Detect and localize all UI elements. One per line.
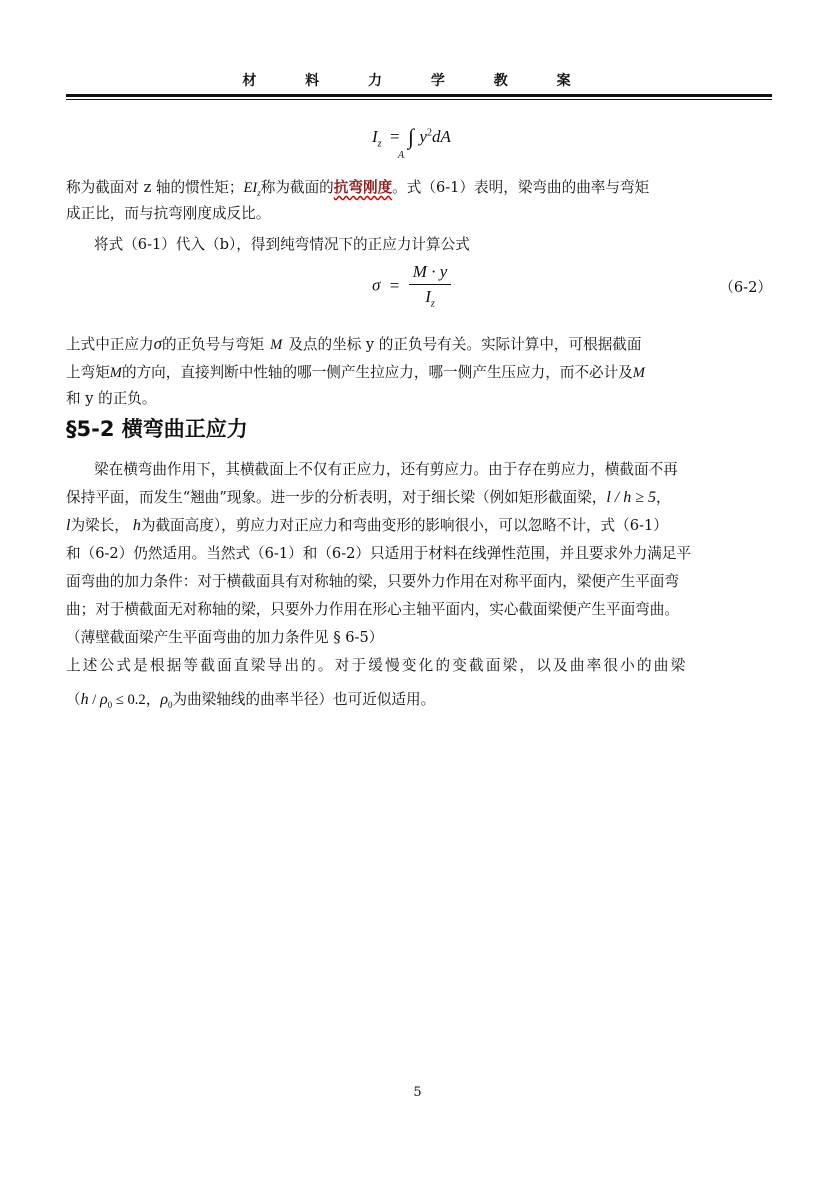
eq-lhs: I: [372, 127, 378, 146]
para4-text-b: 为梁长，: [70, 517, 129, 534]
para3-line1: [66, 333, 772, 354]
height-symbol: h: [132, 517, 141, 534]
para4-comma: ，: [655, 489, 671, 506]
curvature-condition: ≤ 0.2: [112, 692, 146, 708]
para1-text-b: 称为截面的: [260, 179, 334, 196]
section-heading: §5-2 横弯曲正应力: [66, 417, 248, 441]
length-symbol: l: [66, 517, 71, 534]
eq-lhs-sub: z: [377, 138, 382, 150]
eq2-denominator: I: [425, 287, 431, 306]
para4-line2: [66, 486, 772, 507]
h-symbol: h: [80, 691, 89, 708]
eq-tail: dA: [431, 127, 451, 146]
para4-text-a: 保持平面，而发生“翘曲”现象。进一步的分析表明，对于细长梁（例如矩形截面梁，: [66, 489, 607, 506]
page-number: 5: [413, 1085, 422, 1100]
equation-number-6-2: （6-2）: [719, 279, 772, 296]
eq-sup: 2: [426, 127, 432, 139]
eq2-fraction: [409, 262, 451, 309]
eq-equals: =: [389, 127, 400, 146]
para5-text: 为曲梁轴线的曲率半径）也可近似适用。: [172, 691, 436, 708]
para1-line2: 成正比，而与抗弯刚度成反比。: [66, 205, 271, 222]
header-rule-thin: [66, 99, 772, 100]
rho-symbol: ρ: [99, 691, 108, 708]
moment-symbol-3: M: [632, 365, 645, 381]
moment-symbol: M: [270, 337, 283, 353]
para3-text-c: 及点的坐标 y 的正负号有关。实际计算中，可根据截面: [288, 336, 642, 353]
integral-sign: ∫: [407, 124, 415, 149]
page-header-title: 材 料 力 学 教 案: [242, 73, 593, 89]
slenderness-condition: l / h ≥ 5: [606, 489, 656, 506]
bending-stiffness-link[interactable]: 抗弯刚度: [333, 179, 393, 196]
eq2-numerator: M · y: [409, 262, 451, 285]
rho-sub: 0: [107, 699, 113, 710]
para3-text-b: 的正负号与弯矩: [161, 336, 265, 353]
header-rule-thick: [66, 94, 772, 97]
para5-comma: ，: [145, 691, 161, 708]
equation-moment-of-inertia: [372, 122, 451, 149]
equation-normal-stress: [372, 262, 451, 309]
para4-line1: 梁在横弯曲作用下，其横截面上不仅有正应力，还有剪应力。由于存在剪应力，横截面不再: [94, 461, 678, 478]
para4-line5: 面弯曲的加力条件：对于横截面具有对称轴的梁，只要外力作用在对称平面内，梁便产生平面弯: [66, 573, 679, 590]
para5-line1: 上述公式是根据等截面直梁导出的。对于缓慢变化的变截面梁，以及曲率很小的曲梁: [66, 657, 688, 674]
para1-text-c: 。式（6-1）表明，梁弯曲的曲率与弯矩: [392, 179, 650, 196]
para4-line6: 曲；对于横截面无对称轴的梁，只要外力作用在形心主轴平面内，实心截面梁便产生平面弯曲。: [66, 601, 679, 618]
para5-open-paren: （: [66, 691, 81, 708]
ei-symbol: EI: [243, 180, 258, 196]
para1-line1: [66, 176, 772, 198]
para3-line2: [66, 361, 772, 382]
ei-sub: z: [257, 187, 261, 198]
para4-text-c: 为截面高度），剪应力对正应力和弯曲变形的影响很小，可以忽略不计，式（6-1）: [140, 517, 668, 534]
eq2-denominator-sub: z: [430, 298, 435, 310]
eq-integrand: y: [419, 127, 427, 146]
sigma-symbol: σ: [153, 334, 162, 353]
eq2-lhs: σ: [372, 275, 381, 295]
para3-text-e: 的方向，直接判断中性轴的哪一侧产生拉应力，哪一侧产生压应力，而不必计及: [121, 364, 633, 381]
eq2-equals: =: [389, 275, 400, 295]
para2-text: 将式（6-1）代入（b），得到纯弯情况下的正应力计算公式: [94, 236, 470, 253]
rho-sub-2: 0: [168, 699, 173, 710]
para4-line4: 和（6-2）仍然适用。当然式（6-1）和（6-2）只适用于材料在线弹性范围，并且要求外力满足平: [66, 545, 692, 562]
moment-symbol-2: M: [109, 365, 122, 381]
para1-text-a: 称为截面对 z 轴的惯性矩；: [66, 179, 244, 196]
para3-text-a: 上式中正应力: [66, 336, 154, 353]
rho-symbol-2: ρ: [160, 691, 169, 708]
integral-lower-limit: A: [398, 150, 405, 161]
para4-line3: [66, 514, 772, 535]
para5-line2: [66, 688, 772, 710]
para3-text-d: 上弯矩: [66, 364, 110, 381]
para3-line3: 和 y 的正负。: [66, 390, 157, 407]
slash: /: [88, 692, 100, 708]
para4-line7: （薄壁截面梁产生平面弯曲的加力条件见 § 6-5）: [66, 629, 384, 646]
